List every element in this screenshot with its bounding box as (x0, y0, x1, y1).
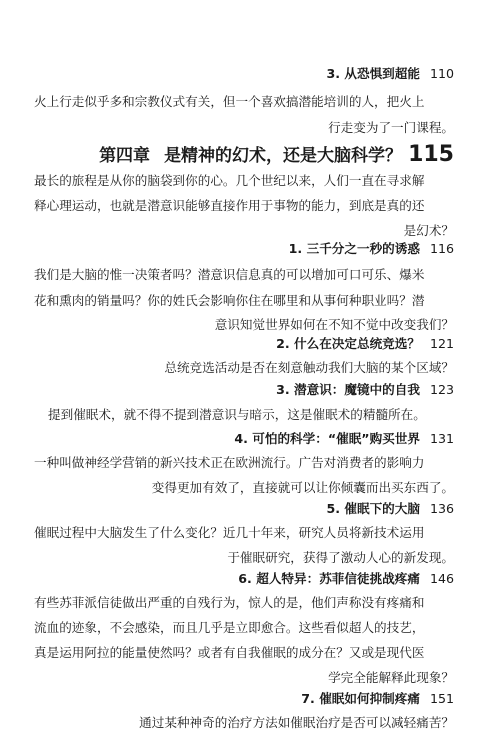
toc-entry-hypnotic-buying (34, 430, 454, 448)
toc-desc-line: 是幻术？ (403, 223, 454, 238)
chapter-heading (34, 142, 454, 169)
toc-desc-line: 最长的旅程是从你的脑袋到你的心。几个世纪以来，人们一直在寻求解 (34, 173, 425, 188)
toc-entry-hypnosis-pain-suppression (34, 690, 454, 708)
toc-entry-title: 7. 催眠如何抑制疼痛 (301, 691, 420, 706)
toc-entry-brain-under-hypnosis (34, 500, 454, 518)
chapter-page: 115 (408, 142, 454, 167)
toc-desc-line: 催眠过程中大脑发生了什么变化？近几十年来，研究人员将新技术运用 (34, 525, 425, 540)
toc-entry-page: 146 (429, 571, 454, 586)
toc-entry-page: 131 (429, 431, 454, 446)
toc-desc-line: 释心理运动，也就是潜意识能够直接作用于事物的能力，到底是真的还 (34, 198, 425, 213)
toc-entry-title: 1. 三千分之一秒的诱惑 (288, 241, 420, 256)
toc-entry-presidential-election (34, 335, 454, 353)
toc-entry-title: 2. 什么在决定总统竞选？ (276, 336, 420, 351)
toc-entry-page: 121 (429, 336, 454, 351)
toc-entry-page: 116 (429, 241, 454, 256)
toc-entry-sufi-pain-challenge (34, 570, 454, 588)
toc-entry-title: 3. 从恐惧到超能 (326, 66, 420, 81)
chapter-number: 第四章 (99, 146, 151, 166)
toc-desc-line: 有些苏菲派信徒做出严重的自残行为，惊人的是，他们声称没有疼痛和 (34, 595, 425, 610)
toc-desc-line: 我们是大脑的惟一决策者吗？潜意识信息真的可以增加可口可乐、爆米 (34, 267, 425, 282)
toc-desc-line: 花和熏肉的销量吗？你的姓氏会影响你住在哪里和从事何种职业吗？潜 (34, 293, 425, 308)
toc-desc-line: 意识知觉世界如何在不知不觉中改变我们？ (214, 317, 454, 332)
toc-entry-page: 123 (429, 382, 454, 397)
toc-desc-line: 于催眠研究，获得了激动人心的新发现。 (227, 550, 454, 565)
toc-entry-subconscious-mirror (34, 381, 454, 399)
toc-desc-line: 提到催眠术，就不得不提到潜意识与暗示，这是催眠术的精髓所在。 (48, 407, 426, 422)
toc-entry-title: 5. 催眠下的大脑 (326, 501, 420, 516)
toc-entry-page: 151 (429, 691, 454, 706)
toc-desc-line: 行走变为了一门课程。 (328, 120, 454, 135)
toc-desc-line: 变得更加有效了，直接就可以让你倾囊而出买东西了。 (151, 480, 454, 495)
toc-entry-page: 110 (429, 66, 454, 81)
chapter-title: 是精神的幻术，还是大脑科学？ (164, 146, 403, 166)
toc-desc-line: 总统竞选活动是否在刻意触动我们大脑的某个区域？ (164, 360, 454, 375)
toc-entry-one-3000th-second (34, 240, 454, 258)
toc-desc-line: 通过某种神奇的治疗方法如催眠治疗是否可以减轻痛苦？ (139, 715, 454, 730)
toc-entry-page: 136 (429, 501, 454, 516)
toc-entry-title: 6. 超人特异：苏菲信徒挑战疼痛 (238, 571, 420, 586)
toc-desc-line: 流血的迹象，不会感染，而且几乎是立即愈合。这些看似超人的技艺， (34, 620, 425, 635)
toc-entry-title: 3. 潜意识：魔镜中的自我 (276, 382, 420, 397)
toc-desc-line: 火上行走似乎多和宗教仪式有关，但一个喜欢搞潜能培训的人，把火上 (34, 94, 425, 109)
toc-entry-title: 4. 可怕的科学：“催眠”购买世界 (234, 431, 420, 446)
toc-desc-line: 真是运用阿拉的能量使然吗？或者有自我催眠的成分在？又或是现代医 (34, 645, 425, 660)
toc-desc-line: 一种叫做神经学营销的新兴技术正在欧洲流行。广告对消费者的影响力 (34, 455, 425, 470)
toc-entry-from-fear-to-superpower (34, 65, 454, 83)
toc-desc-line: 学完全能解释此现象？ (328, 670, 454, 685)
